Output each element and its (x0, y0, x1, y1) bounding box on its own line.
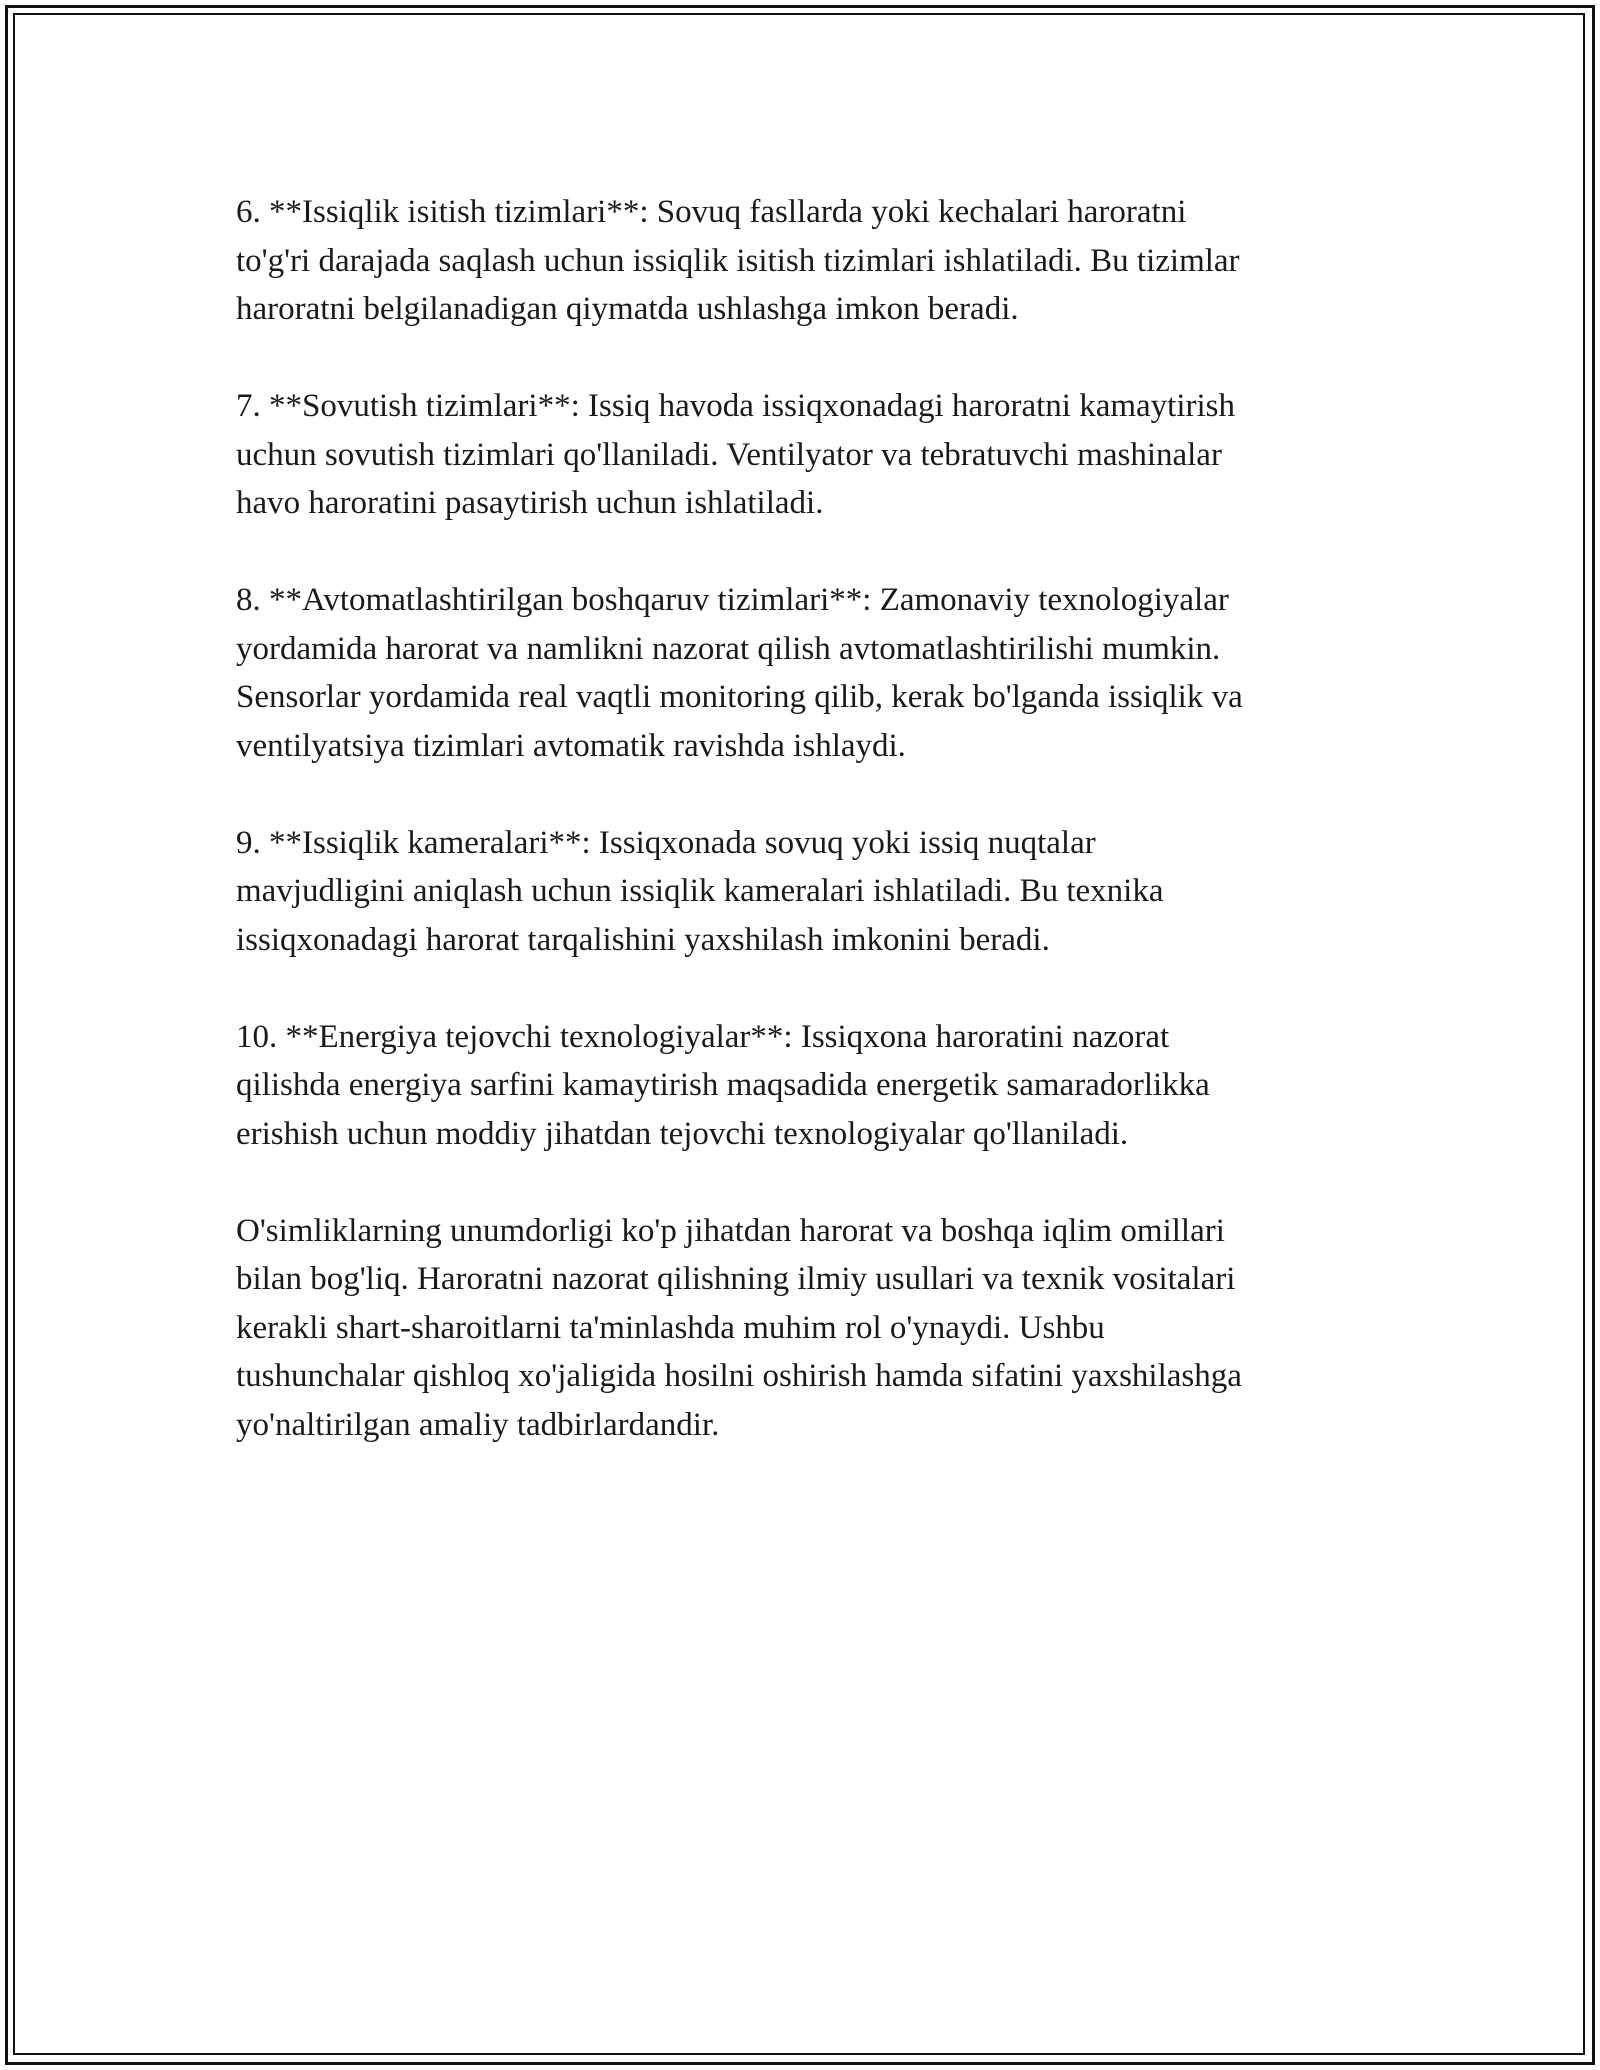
paragraph-automated-control: 8. **Avtomatlashtirilgan boshqaruv tizimlari**: Zamonaviy texnologiyalar yordamida harorat va namlikni nazorat qilish avtomatlashtirilishi mumkin. Sensorlar yordamida real vaqtli monitoring qilib, kerak bo'lganda issiqlik va ventilyatsiya tizimlari avtomatik ravishda ishlaydi. (236, 582, 1243, 764)
paragraph-energy-saving: 10. **Energiya tejovchi texnologiyalar**: Issiqxona haroratini nazorat qilishda energiya sarfini kamaytirish maqsadida energetik samaradorlikka erishish uchun moddiy jihatdan tejovchi texnologiyalar qo'llaniladi. (236, 1018, 1210, 1152)
paragraph-thermal-cameras: 9. **Issiqlik kameralari**: Issiqxonada sovuq yoki issiq nuqtalar mavjudligini aniqlash uchun issiqlik kameralari ishlatiladi. Bu texnika issiqxonadagi harorat tarqalishini yaxshilash imkonini beradi. (236, 824, 1164, 958)
paragraph-heating-systems: 6. **Issiqlik isitish tizimlari**: Sovuq fasllarda yoki kechalari haroratni to'g'ri darajada saqlash uchun issiqlik isitish tizimlari ishlatiladi. Bu tizimlar haroratni belgilanadigan qiymatda ushlashga imkon beradi. (236, 194, 1240, 327)
document-body (236, 188, 1396, 1498)
paragraph-conclusion: O'simliklarning unumdorligi ko'p jihatdan harorat va boshqa iqlim omillari bilan bog'liq. Haroratni nazorat qilishning ilmiy usullari va texnik vositalari kerakli shart-sharoitlarni ta'minlashda muhim rol o'ynaydi. Ushbu tushunchalar qishloq xo'jaligida hosilni oshirish hamda sifatini yaxshilashga yo'naltirilgan amaliy tadbirlardandir. (236, 1212, 1242, 1443)
paragraph-cooling-systems: 7. **Sovutish tizimlari**: Issiq havoda issiqxonadagi haroratni kamaytirish uchun sovutish tizimlari qo'llaniladi. Ventilyator va tebratuvchi mashinalar havo haroratini pasaytirish uchun ishlatiladi. (236, 388, 1236, 521)
